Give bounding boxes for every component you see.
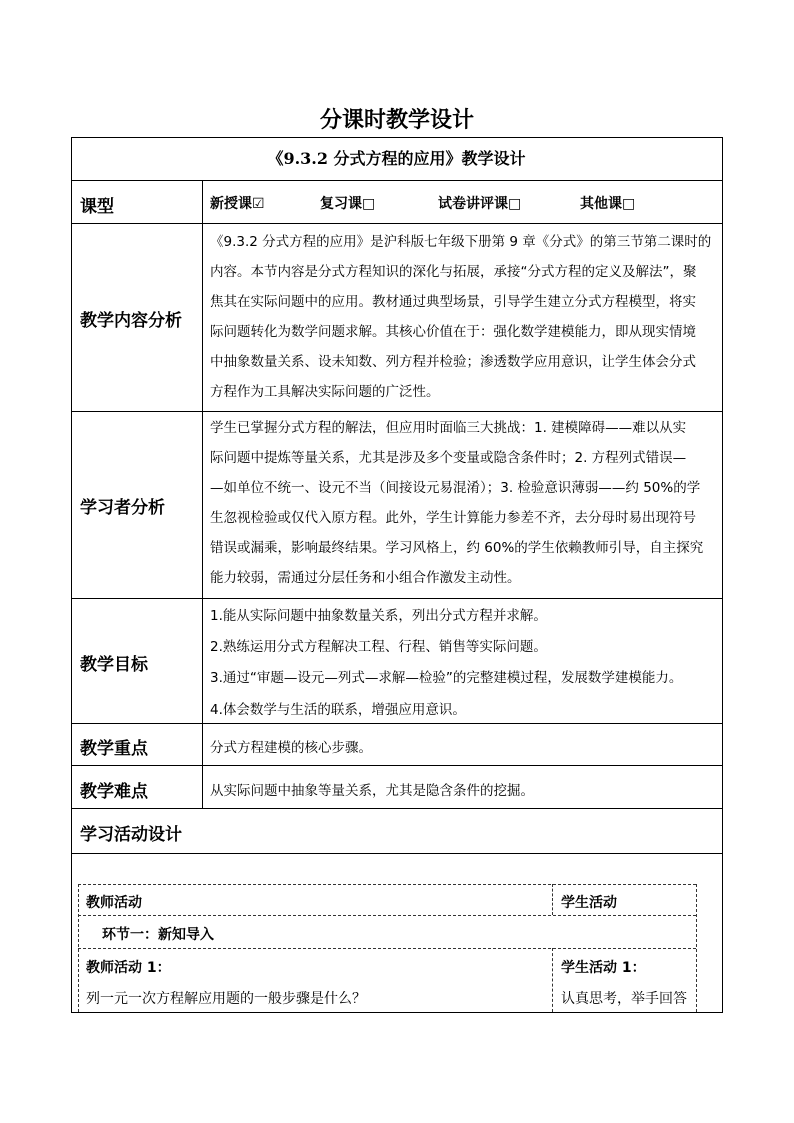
difficulty-text: 从实际问题中抽象等量关系，尤其是隐含条件的挖掘。: [210, 783, 534, 799]
text-line: 中抽象数量关系、设未知数、列方程并检验；渗透数学应用意识，让学生体会分式: [210, 354, 696, 370]
lesson-title: 《9.3.2 分式方程的应用》教学设计: [267, 149, 526, 168]
teacher-activity-1-title: 教师活动 1：: [86, 960, 171, 976]
content-analysis-text: [210, 227, 718, 407]
student-activity-1-text: 认真思考，举手回答: [561, 991, 687, 1007]
text-line: 际问题转化为数学问题求解。其核心价值在于：强化数学建模能力，即从现实情境: [210, 324, 696, 340]
text-line: 内容。本节内容是分式方程知识的深化与拓展，承接“分式方程的定义及解法”，聚: [210, 264, 697, 280]
key-point-label: 教学重点: [80, 739, 148, 759]
text-line: 生忽视检验或仅代入原方程。此外，学生计算能力参差不齐，去分母时易出现符号: [210, 510, 696, 526]
table-rule: [71, 411, 723, 412]
activity-rule: [552, 884, 553, 915]
activity-rule: [78, 884, 79, 1012]
goals-label: 教学目标: [80, 655, 148, 675]
table-rule: [202, 180, 203, 808]
activity-rule: [78, 948, 696, 949]
goal-item: 4.体会数学与生活的联系，增强应用意识。: [210, 702, 466, 718]
course-type-new: 新授课☑: [210, 196, 265, 212]
goal-item: 3.通过“审题—设元—列式—求解—检验”的完整建模过程，发展数学建模能力。: [210, 670, 683, 686]
student-activity-1-title: 学生活动 1：: [561, 960, 646, 976]
course-type-exam: 试卷讲评课□: [438, 196, 522, 212]
activity-rule: [696, 884, 697, 1012]
table-rule: [722, 137, 723, 1013]
activity-rule: [78, 884, 696, 885]
goal-item: 1.能从实际问题中抽象数量关系，列出分式方程并求解。: [210, 608, 547, 624]
teacher-activity-header: 教师活动: [86, 895, 142, 911]
activity-rule: [552, 948, 553, 1012]
table-rule: [71, 808, 723, 809]
table-rule: [71, 598, 723, 599]
goal-item: 2.熟练运用分式方程解决工程、行程、销售等实际问题。: [210, 639, 547, 655]
key-point-text: 分式方程建模的核心步骤。: [210, 740, 372, 756]
text-line: 能力较弱，需通过分层任务和小组合作激发主动性。: [210, 570, 521, 586]
text-line: 焦其在实际问题中的应用。教材通过典型场景，引导学生建立分式方程模型，将实: [210, 294, 696, 310]
text-line: 《9.3.2 分式方程的应用》是沪科版七年级下册第 9 章《分式》的第三节第二课时的: [210, 234, 712, 250]
course-type-review: 复习课□: [320, 196, 376, 212]
activity-rule: [78, 915, 696, 916]
table-rule: [71, 723, 723, 724]
section-title: 环节一：新知导入: [102, 927, 214, 943]
table-rule: [71, 1012, 723, 1013]
table-rule: [71, 180, 723, 181]
course-type-other: 其他课□: [580, 196, 636, 212]
learner-analysis-text: [210, 413, 718, 593]
teacher-activity-1-text: 列一元一次方程解应用题的一般步骤是什么？: [86, 991, 366, 1007]
table-rule: [71, 137, 72, 1013]
table-rule: [71, 765, 723, 766]
page-title: 分课时教学设计: [319, 107, 474, 133]
text-line: 方程作为工具解决实际问题的广泛性。: [210, 384, 440, 400]
text-line: 错误或漏乘，影响最终结果。学习风格上，约 60%的学生依赖教师引导，自主探究: [210, 540, 704, 556]
table-rule: [71, 223, 723, 224]
difficulty-label: 教学难点: [80, 782, 148, 802]
content-analysis-label: 教学内容分析: [80, 311, 182, 331]
text-line: 学生已掌握分式方程的解法，但应用时面临三大挑战：1. 建模障碍——难以从实: [210, 420, 687, 436]
activities-label: 学习活动设计: [80, 825, 182, 845]
text-line: 际问题中提炼等量关系，尤其是涉及多个变量或隐含条件时；2. 方程列式错误—: [210, 450, 687, 466]
student-activity-header: 学生活动: [561, 895, 617, 911]
text-line: —如单位不统一、设元不当（间接设元易混淆）；3. 检验意识薄弱——约 50%的学: [210, 480, 701, 496]
learner-analysis-label: 学习者分析: [80, 498, 165, 518]
course-type-label: 课型: [80, 197, 114, 217]
table-rule: [71, 853, 723, 854]
table-rule: [71, 137, 723, 138]
